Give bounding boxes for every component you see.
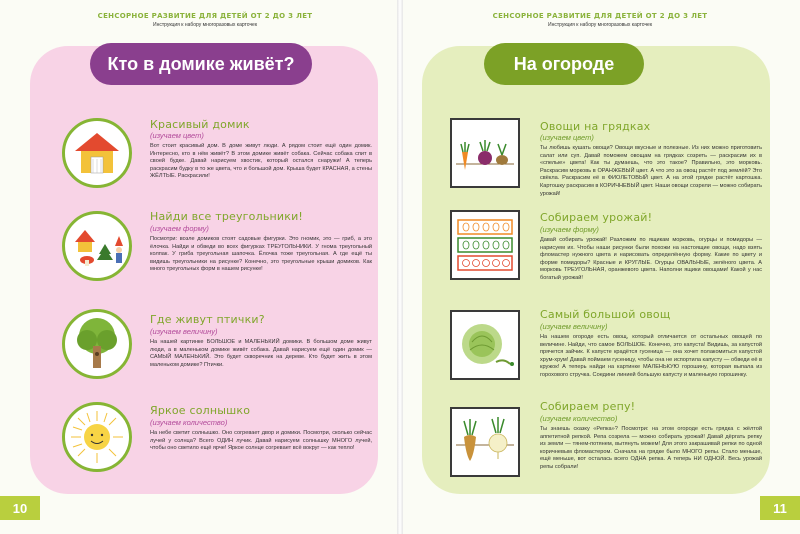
section-subtitle-harvest: (изучаем форму) bbox=[540, 225, 599, 234]
section-title-house: Красивый домик bbox=[150, 118, 250, 131]
sun-icon bbox=[62, 402, 132, 472]
turnip-icon bbox=[450, 407, 520, 477]
cabbage-icon bbox=[450, 310, 520, 380]
section-subtitle-triangles: (изучаем форму) bbox=[150, 224, 209, 233]
section-text-sun: На небе светит солнышко. Оно согревает двор и домики. Посмотри, сколько сейчас лучей у солнца? Всего ОДИН лучик. Давай нарисуем солнышку МНОГО лучей, чтобы оно светило ещё ярче! Яркое солнце согревает всё вокруг — как тепло! bbox=[150, 430, 372, 452]
section-title-triangles: Найди все треугольники! bbox=[150, 210, 304, 223]
section-text-harvest: Давай собирать урожай! Разложим по ящикам морковь, огурцы и помидоры — нарисуем их. Чтобы наши рисунки были похожи на настоящие овощи, надо взять фломастер нужного цвета и нарисовать определённую форму. Какие по цвету и форме помидоры? Красные и КРУГЛЫЕ. Огурцы ОВАЛЬНЫЕ, зелёного цвета. А морковь ТРЕУГОЛЬНАЯ, оранжевого цвета. Наполни ящики овощами! Какой у нас богатый урожай! bbox=[540, 237, 762, 281]
section-subtitle-house: (изучаем цвет) bbox=[150, 131, 204, 140]
section-text-garden-beds: Ты любишь кушать овощи? Овощи вкусные и полезные. Из них можно приготовить салат или суп. Давай поможем овощам на грядках созреть — раскрасим их в «спелые» цвета! Как ты думаешь, что это такое? Правильно, это морковь. Раскрасим морковь в ОРАНЖЕВЫЙ цвет. А что это за овощ растёт под землёй? Это свёкла. Раскрасим её в ФИОЛЕТОВЫЙ цвет. А на этой грядке растёт картошка. Картошку раскрасим в КОРИЧНЕВЫЙ цвет. Наши овощи созрели — можно собирать урожай! bbox=[540, 145, 762, 197]
section-text-birds: На нашей картинке БОЛЬШОЕ и МАЛЕНЬКИЙ домики. В большом доме живут люди, а в маленьком домике живёт собака. Давай нарисуем ещё один домик — САМЫЙ МАЛЕНЬКИЙ. Это будет скворечник на дереве. Кто будет жить в этом маленьком домике? Птички. bbox=[150, 339, 372, 368]
section-text-house: Вот стоит красивый дом. В доме живут люди. А рядом стоит ещё один домик. Интересно, кто в нём живёт? В этом домике живёт собака. Сейчас собака спит в своей будке. Давай нарисуем хвостик, который остался снаружи! А теперь раскрасим будку в то же цвета, что и большой дом. Крыша будет КРАСНАЯ, а стены ЖЁЛТЫЕ. Раскрасили! bbox=[150, 143, 372, 180]
garden-figures-icon bbox=[62, 211, 132, 281]
section-subtitle-garden-beds: (изучаем цвет) bbox=[540, 133, 594, 142]
section-title-biggest: Самый большой овощ bbox=[540, 308, 671, 321]
header-subtitle-right: Инструкция к набору многоразовых карточек bbox=[547, 22, 653, 28]
right-banner-title: На огороде bbox=[484, 43, 644, 85]
section-subtitle-birds: (изучаем величину) bbox=[150, 327, 218, 336]
harvest-boxes-icon bbox=[450, 210, 520, 280]
section-title-harvest: Собираем урожай! bbox=[540, 211, 653, 224]
section-subtitle-turnip: (изучаем количество) bbox=[540, 414, 618, 423]
tree-icon bbox=[62, 309, 132, 379]
page-number-left: 10 bbox=[0, 496, 40, 520]
section-text-triangles: Посмотри: возле домиков стоят садовые фигурки. Это гномик, это — гриб, а это ёлочка. Найди и обведи во всех фигурках ТРЕУГОЛЬНИКИ. У гнома треугольный колпак. У гриба треугольная шапочка. Ёлочка тоже треугольная. А где ещё ты видишь треугольники на рисунке? Конечно, это треугольные крыши домиков. Как много треугольных форм в нашем рисунке! bbox=[150, 236, 372, 273]
section-subtitle-biggest: (изучаем величину) bbox=[540, 322, 608, 331]
section-text-biggest: На нашем огороде есть овощ, который отличается от остальных овощей по величине. Найди, что самое БОЛЬШОЕ. Конечно, это капуста! Видишь, за капустой прячется зайчик. К капусте крадётся гусеница — она хочет полакомиться капустой хрум-хрум! Давай поймаем гусеницу, чтобы она не испортила капусту — обведи её в кружок! А теперь найди на картинке МАЛЕНЬКУЮ горошину, которая выпала из горохового стручка. Соедини линией большую капусту и маленькую горошинку. bbox=[540, 334, 762, 378]
section-title-turnip: Собираем репу! bbox=[540, 400, 636, 413]
header-title-right: СЕНСОРНОЕ РАЗВИТИЕ ДЛЯ ДЕТЕЙ ОТ 2 ДО 3 ЛЕТ bbox=[492, 12, 708, 20]
house-icon bbox=[62, 118, 132, 188]
vegetables-icon bbox=[450, 118, 520, 188]
page-number-right: 11 bbox=[760, 496, 800, 520]
section-text-turnip: Ты знаешь сказку «Репка»? Посмотри: на этом огороде есть грядка с жёлтой аппетитной репкой. Репа созрела — можно собирать урожай! Давай дёргать репку из земли — тянем-потянем, вытянуть можем! Для этого закрашивай репки по одной коричневым фломастером. Сначала на грядке было МНОГО репы. Стало меньше, ещё меньше, вот осталась всего ОДНА репка. А теперь НИ ОДНОЙ. Весь урожай репы собрали! bbox=[540, 426, 762, 470]
left-banner-title: Кто в домике живёт? bbox=[90, 43, 312, 85]
book-gutter bbox=[397, 0, 403, 534]
header-subtitle: Инструкция к набору многоразовых карточек bbox=[152, 22, 258, 28]
section-subtitle-sun: (изучаем количество) bbox=[150, 418, 228, 427]
section-title-birds: Где живут птички? bbox=[150, 313, 265, 326]
section-title-garden-beds: Овощи на грядках bbox=[540, 120, 651, 133]
header-title: СЕНСОРНОЕ РАЗВИТИЕ ДЛЯ ДЕТЕЙ ОТ 2 ДО 3 ЛЕТ bbox=[97, 12, 313, 20]
section-title-sun: Яркое солнышко bbox=[150, 404, 251, 417]
